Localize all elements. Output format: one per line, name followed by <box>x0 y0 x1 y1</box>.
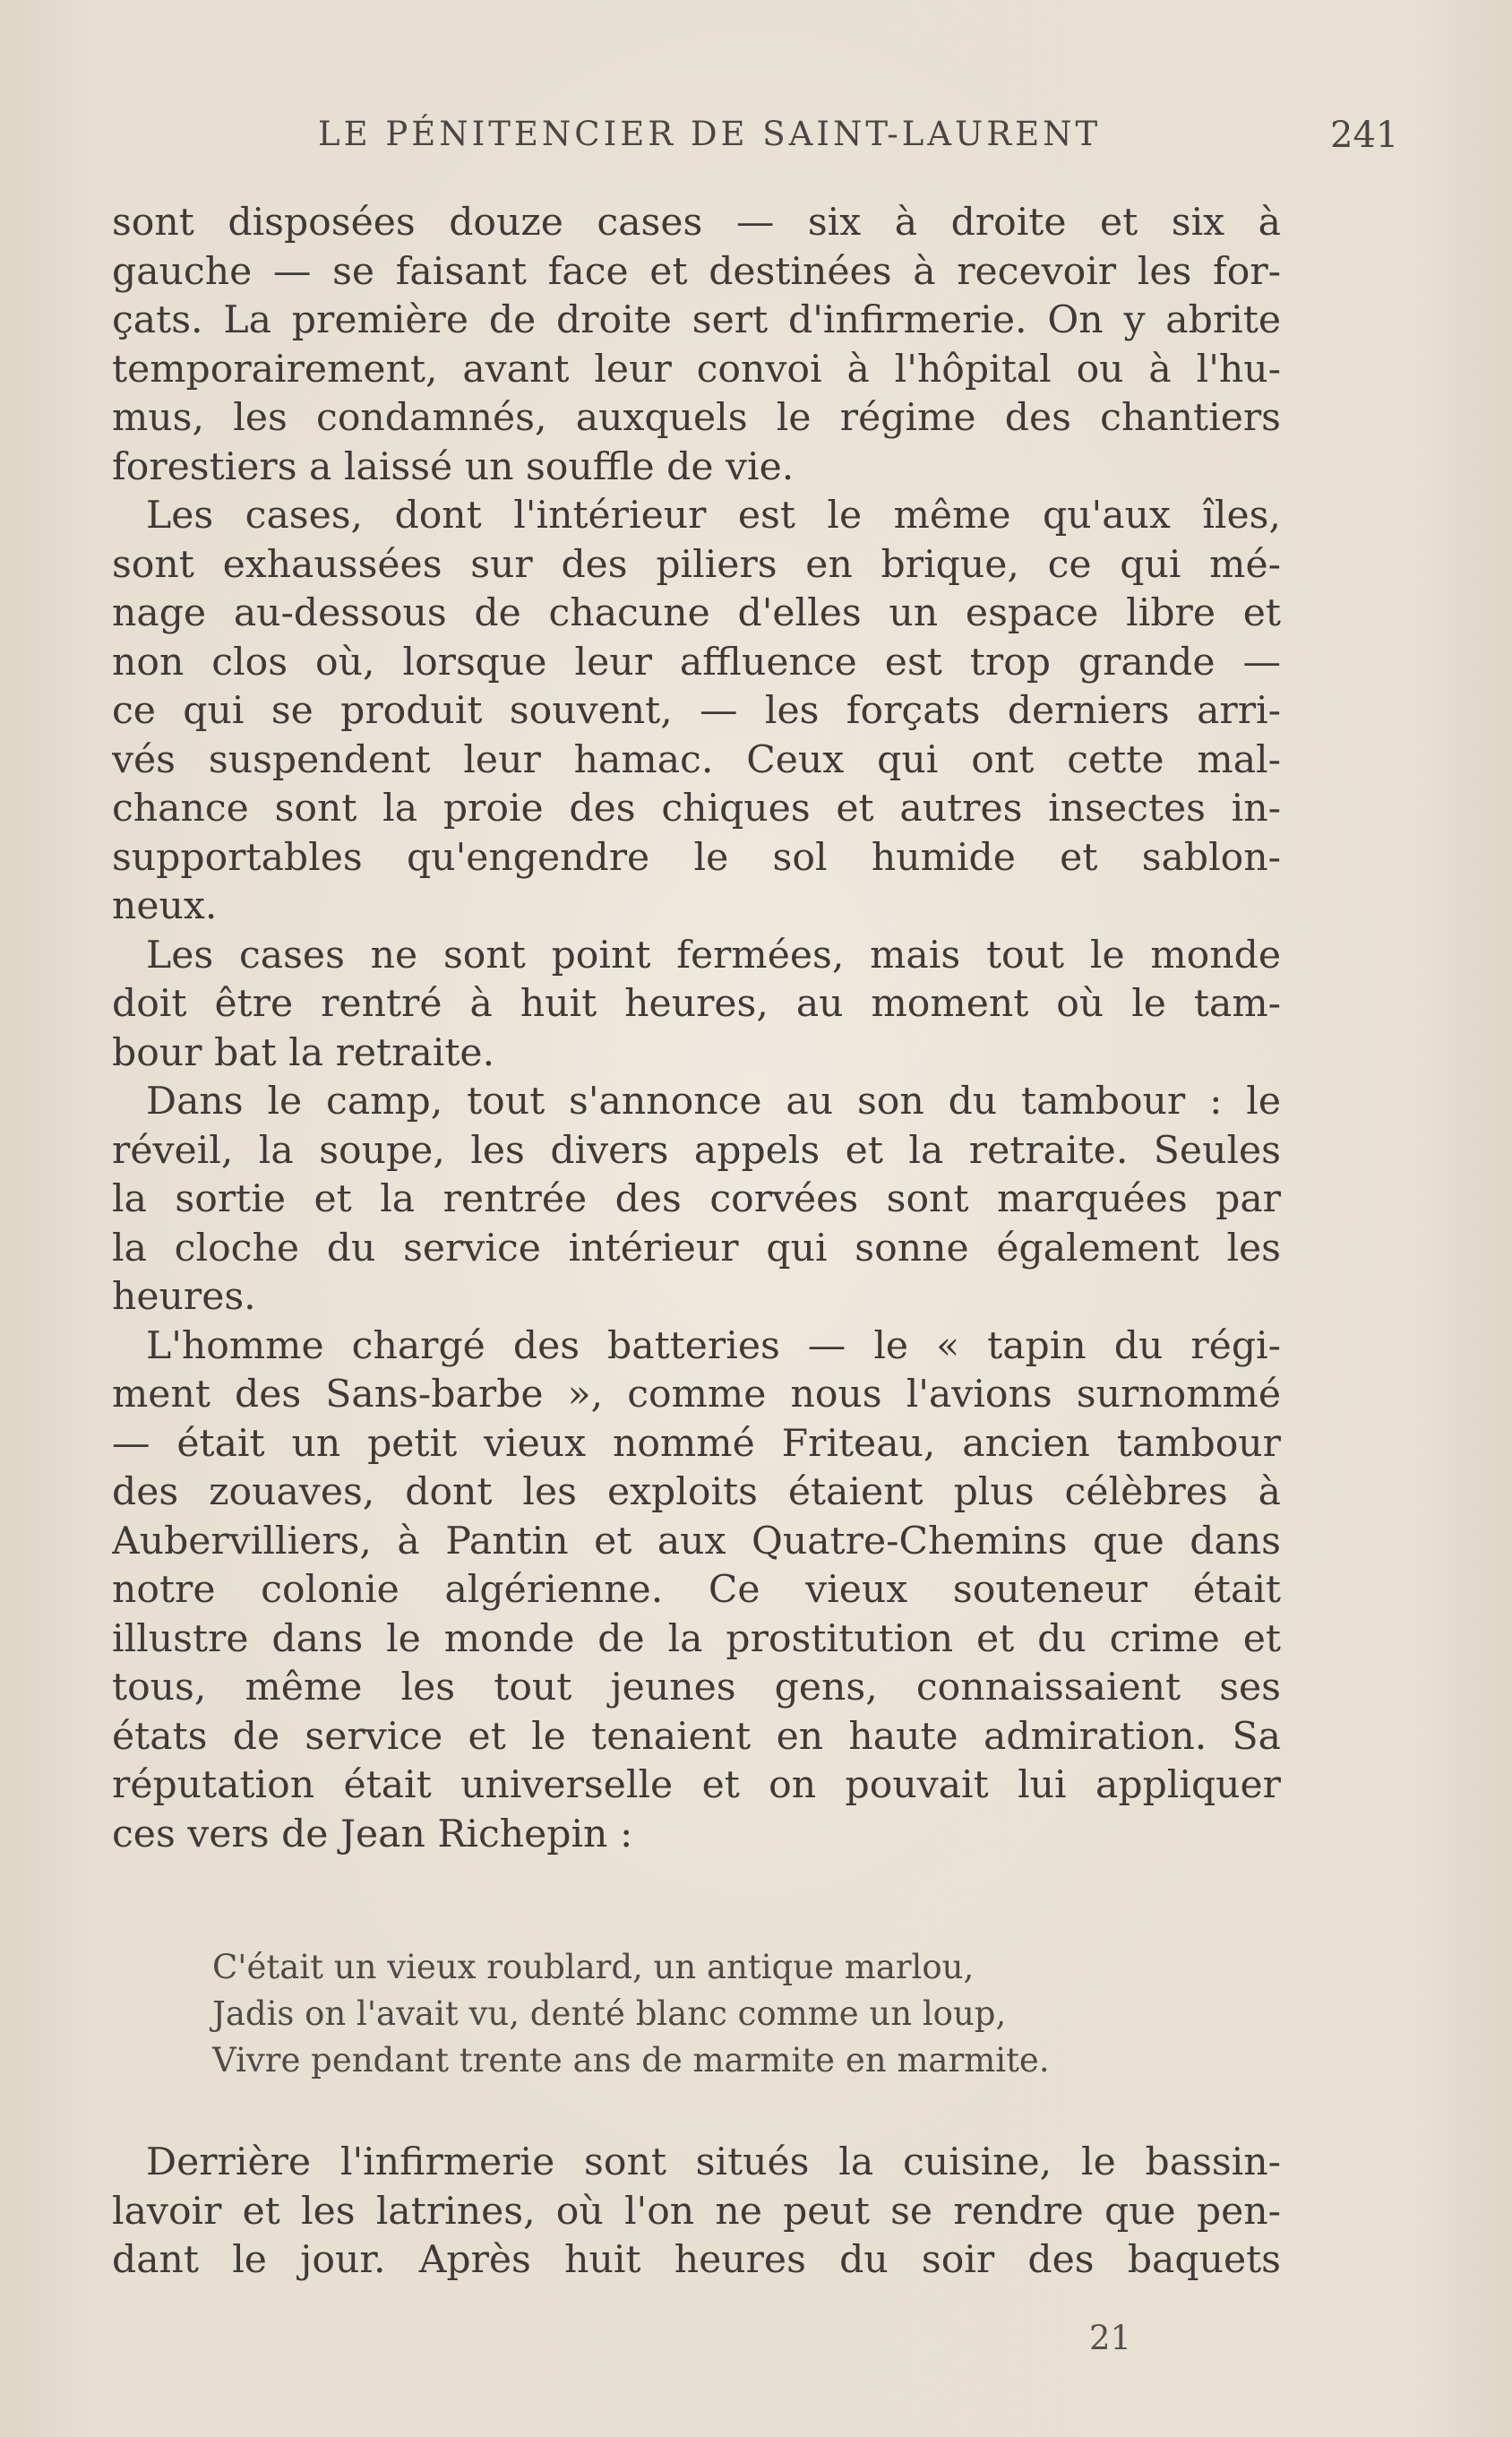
text-line: sont exhaussées sur des piliers en brique, ce qui mé- <box>112 542 1281 587</box>
text-line: doit être rentré à huit heures, au moment où le tam- <box>112 982 1281 1026</box>
text-line: lavoir et les latrines, où l'on ne peut se rendre que pen- <box>112 2189 1281 2234</box>
text-line: Aubervilliers, à Pantin et aux Quatre-Chemins que dans <box>112 1519 1281 1563</box>
text-line: — était un petit vieux nommé Friteau, ancien tambour <box>112 1421 1281 1466</box>
text-line: Dans le camp, tout s'annonce au son du tambour : le <box>146 1080 1281 1124</box>
text-line: réveil, la soupe, les divers appels et la retraite. Seules <box>112 1128 1281 1173</box>
text-line: la sortie et la rentrée des corvées sont marquées par <box>112 1177 1281 1221</box>
text-line: sont disposées douze cases — six à droite et six à <box>112 201 1281 245</box>
body-text <box>112 199 1281 1859</box>
text-line: ment des Sans-barbe », comme nous l'avions surnommé <box>112 1373 1281 1417</box>
text-line: ces vers de Jean Richepin : <box>112 1812 633 1856</box>
verse-line: C'était un vieux roublard, un antique marlou, <box>212 1948 975 1986</box>
text-line: non clos où, lorsque leur affluence est trop grande — <box>112 640 1281 685</box>
text-line: Les cases, dont l'intérieur est le même qu'aux îles, <box>146 494 1281 538</box>
text-line: mus, les condamnés, auxquels le régime des chantiers <box>112 396 1281 440</box>
text-line: temporairement, avant leur convoi à l'hôpital ou à l'hu- <box>112 347 1281 392</box>
signature-mark: 21 <box>1089 2319 1132 2357</box>
text-line: çats. La première de droite sert d'infirmerie. On y abrite <box>112 298 1281 342</box>
text-line: dant le jour. Après huit heures du soir des baquets <box>112 2238 1281 2282</box>
text-line: états de service et le tenaient en haute admiration. Sa <box>112 1714 1281 1759</box>
text-line: neux. <box>112 884 218 928</box>
text-line: vés suspendent leur hamac. Ceux qui ont cette mal- <box>112 737 1281 782</box>
text-line: heures. <box>112 1275 256 1319</box>
text-line: forestiers a laissé un souffle de vie. <box>112 444 795 489</box>
text-line: supportables qu'engendre le sol humide et sablon- <box>112 835 1281 880</box>
text-line: Les cases ne sont point fermées, mais tout le monde <box>146 933 1281 977</box>
text-line: des zouaves, dont les exploits étaient plus célèbres à <box>112 1470 1281 1514</box>
text-line: bour bat la retraite. <box>112 1030 495 1075</box>
text-line: ce qui se produit souvent, — les forçats derniers arri- <box>112 689 1281 733</box>
text-line: illustre dans le monde de la prostitution et du crime et <box>112 1616 1281 1661</box>
text-line: notre colonie algérienne. Ce vieux souteneur était <box>112 1568 1281 1612</box>
text-line: chance sont la proie des chiques et autres insectes in- <box>112 787 1281 831</box>
page-number: 241 <box>1330 115 1399 156</box>
verse-line: Jadis on l'avait vu, denté blanc comme un loup, <box>212 1994 1007 2033</box>
text-line: gauche — se faisant face et destinées à recevoir les for- <box>112 249 1281 294</box>
text-line: la cloche du service intérieur qui sonne également les <box>112 1226 1281 1270</box>
verse-line: Vivre pendant trente ans de marmite en marmite. <box>212 2041 1050 2080</box>
running-header <box>112 115 1399 159</box>
body-text-continued <box>112 2138 1281 2285</box>
text-line: Derrière l'infirmerie sont situés la cuisine, le bassin- <box>146 2140 1281 2184</box>
running-title: LE PÉNITENCIER DE SAINT-LAURENT <box>318 115 1102 153</box>
verse-quote <box>212 1944 1050 2084</box>
text-line: nage au-dessous de chacune d'elles un espace libre et <box>112 591 1281 635</box>
text-line: L'homme chargé des batteries — le « tapin du régi- <box>146 1323 1281 1368</box>
text-line: tous, même les tout jeunes gens, connaissaient ses <box>112 1666 1281 1709</box>
text-line: réputation était universelle et on pouvait lui appliquer <box>112 1763 1281 1807</box>
